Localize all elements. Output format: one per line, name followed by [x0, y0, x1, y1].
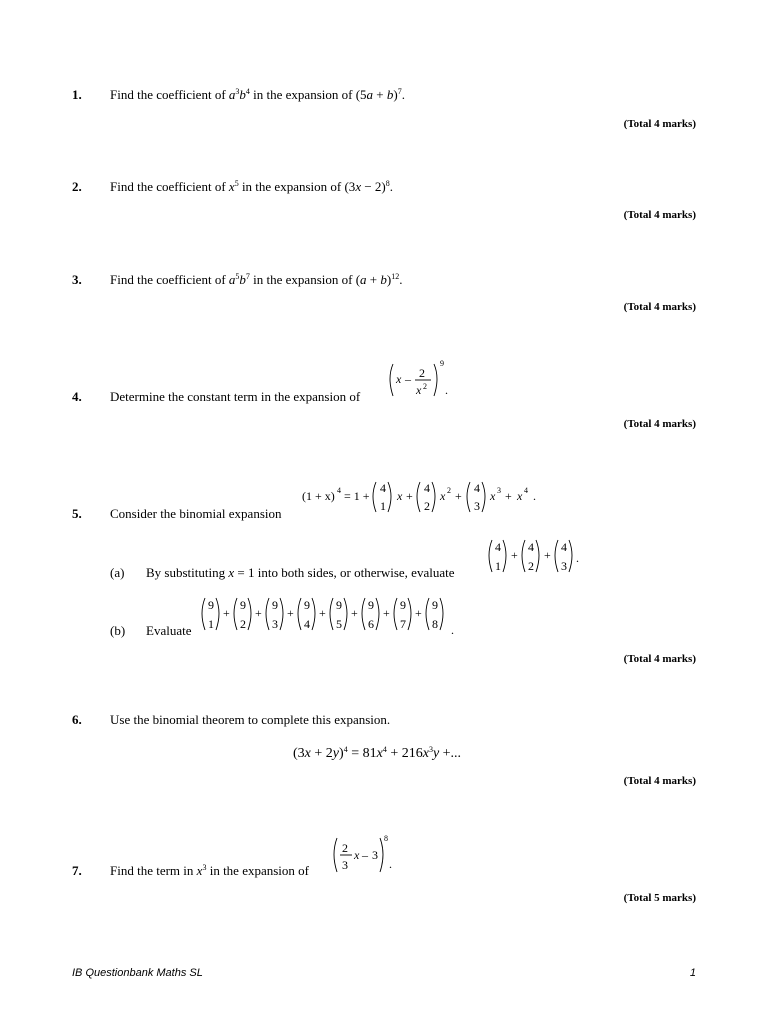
part-a-binomials: [484, 536, 584, 578]
svg-text:+: +: [223, 606, 230, 620]
svg-text:9: 9: [240, 598, 246, 612]
part-b-text: Evaluate: [146, 623, 192, 638]
expr-period: .: [389, 857, 392, 871]
svg-text:2: 2: [447, 486, 451, 495]
svg-text:9: 9: [336, 598, 342, 612]
part-b-binomials: [197, 594, 463, 636]
question-number: 6.: [72, 712, 82, 727]
svg-text:9: 9: [432, 598, 438, 612]
expr-denominator-exponent: 2: [423, 382, 427, 391]
expansion-lhs-power: 4: [337, 486, 341, 495]
svg-text:1: 1: [495, 559, 501, 573]
expansion-equals: = 1 +: [344, 489, 370, 503]
expr-denominator: x: [416, 383, 422, 397]
binom-9-1: [202, 598, 219, 631]
question-text: Find the coefficient of $a^5b^7$ in the expansion of $(a + b)^{12}$.: [110, 272, 403, 287]
left-paren: [334, 838, 337, 872]
svg-text:4: 4: [424, 481, 430, 495]
svg-text:.: .: [451, 623, 454, 637]
svg-text:+: +: [255, 606, 262, 620]
svg-text:3: 3: [272, 617, 278, 631]
math-expression: [386, 356, 456, 404]
binom-9-2: [234, 598, 251, 631]
svg-text:3: 3: [497, 486, 501, 495]
binom-term-2: [417, 481, 462, 513]
total-marks: (Total 4 marks): [623, 653, 696, 665]
expr-numerator: 2: [419, 366, 425, 380]
svg-text:2: 2: [528, 559, 534, 573]
svg-text:9: 9: [368, 598, 374, 612]
binom-4-1: [489, 540, 506, 573]
svg-text:+: +: [406, 489, 413, 503]
svg-text:8: 8: [432, 617, 438, 631]
binomial-expansion: [300, 476, 550, 518]
right-paren: [380, 838, 383, 872]
expr-three: 3: [372, 848, 378, 862]
svg-text:5: 5: [336, 617, 342, 631]
page-number: 1: [689, 967, 696, 979]
expr-power: 9: [440, 359, 444, 368]
svg-text:3: 3: [474, 499, 480, 513]
svg-text:9: 9: [304, 598, 310, 612]
svg-text:x: x: [397, 489, 403, 503]
expansion-period: .: [533, 489, 536, 503]
expr-period: .: [445, 383, 448, 397]
question-text: Find the coefficient of $a^3b^4$ in the expansion of $(5a + b)^7$.: [110, 87, 405, 102]
svg-text:4: 4: [380, 481, 386, 495]
svg-text:+: +: [455, 489, 462, 503]
expr-minus: –: [405, 372, 411, 386]
question-text: Find the coefficient of $x^5$ in the expansion of $(3x - 2)^8$.: [110, 179, 394, 194]
question-number: 4.: [72, 389, 82, 404]
question-number: 1.: [72, 87, 82, 102]
svg-text:4: 4: [561, 540, 567, 554]
binom-term-1: [373, 481, 413, 513]
binom-9-8: [426, 598, 443, 631]
svg-text:6: 6: [368, 617, 374, 631]
svg-text:9: 9: [272, 598, 278, 612]
svg-text:+: +: [383, 606, 390, 620]
svg-text:4: 4: [495, 540, 501, 554]
expansion-last-power: 4: [524, 486, 528, 495]
svg-text:1: 1: [380, 499, 386, 513]
math-expression: [330, 830, 400, 878]
svg-text:9: 9: [400, 598, 406, 612]
expr-numerator: 2: [342, 841, 348, 855]
expr-minus: –: [362, 848, 368, 862]
binom-4-3: [555, 540, 572, 573]
svg-text:x: x: [440, 489, 446, 503]
left-paren: [390, 364, 393, 396]
svg-text:+: +: [415, 606, 422, 620]
svg-text:+: +: [351, 606, 358, 620]
svg-text:3: 3: [561, 559, 567, 573]
expr-denominator: 3: [342, 858, 348, 872]
part-a-label: (a): [110, 565, 125, 580]
right-paren: [434, 364, 437, 396]
expansion-lhs: (1 + x): [302, 489, 335, 503]
expansion-last: x: [517, 489, 523, 503]
question-number: 3.: [72, 272, 82, 287]
question-number: 2.: [72, 179, 82, 194]
binom-term-3: [467, 481, 512, 513]
svg-text:x: x: [490, 489, 496, 503]
svg-text:1: 1: [208, 617, 214, 631]
total-marks: (Total 5 marks): [623, 892, 696, 904]
question-number: 7.: [72, 863, 82, 878]
svg-text:7: 7: [400, 617, 406, 631]
binom-4-2: [522, 540, 539, 573]
question-number: 5.: [72, 506, 82, 521]
part-b-label: (b): [110, 623, 126, 638]
expr-power: 8: [384, 834, 388, 843]
svg-text:+: +: [511, 548, 518, 562]
footer-title: IB Questionbank Maths SL: [72, 967, 203, 979]
svg-text:9: 9: [208, 598, 214, 612]
svg-text:4: 4: [528, 540, 534, 554]
svg-text:.: .: [576, 551, 579, 565]
total-marks: (Total 4 marks): [623, 301, 696, 313]
question-text: Find the term in $x^3$ in the expansion of: [110, 863, 309, 878]
question-text: Determine the constant term in the expansion of: [110, 389, 361, 404]
svg-text:+: +: [505, 489, 512, 503]
binom-9-4: [298, 598, 315, 631]
total-marks: (Total 4 marks): [623, 775, 696, 787]
svg-text:2: 2: [240, 617, 246, 631]
question-text: Consider the binomial expansion: [110, 506, 282, 521]
display-equation: $(3x + 2y)^4 = 81x^4 + 216x^3y$ +...: [293, 745, 462, 761]
total-marks: (Total 4 marks): [623, 209, 696, 221]
expr-x: x: [396, 372, 402, 386]
binom-9-7: [394, 598, 411, 631]
binom-9-6: [362, 598, 379, 631]
part-a-text: By substituting x = 1 into both sides, or otherwise, evaluate: [146, 565, 455, 580]
svg-text:2: 2: [424, 499, 430, 513]
binom-9-5: [330, 598, 347, 631]
svg-text:+: +: [287, 606, 294, 620]
svg-text:4: 4: [474, 481, 480, 495]
total-marks: (Total 4 marks): [623, 418, 696, 430]
expr-x: x: [354, 848, 360, 862]
svg-text:+: +: [544, 548, 551, 562]
svg-text:4: 4: [304, 617, 310, 631]
question-text: Use the binomial theorem to complete this expansion.: [110, 712, 391, 727]
svg-text:+: +: [319, 606, 326, 620]
binom-9-3: [266, 598, 283, 631]
total-marks: (Total 4 marks): [623, 118, 696, 130]
